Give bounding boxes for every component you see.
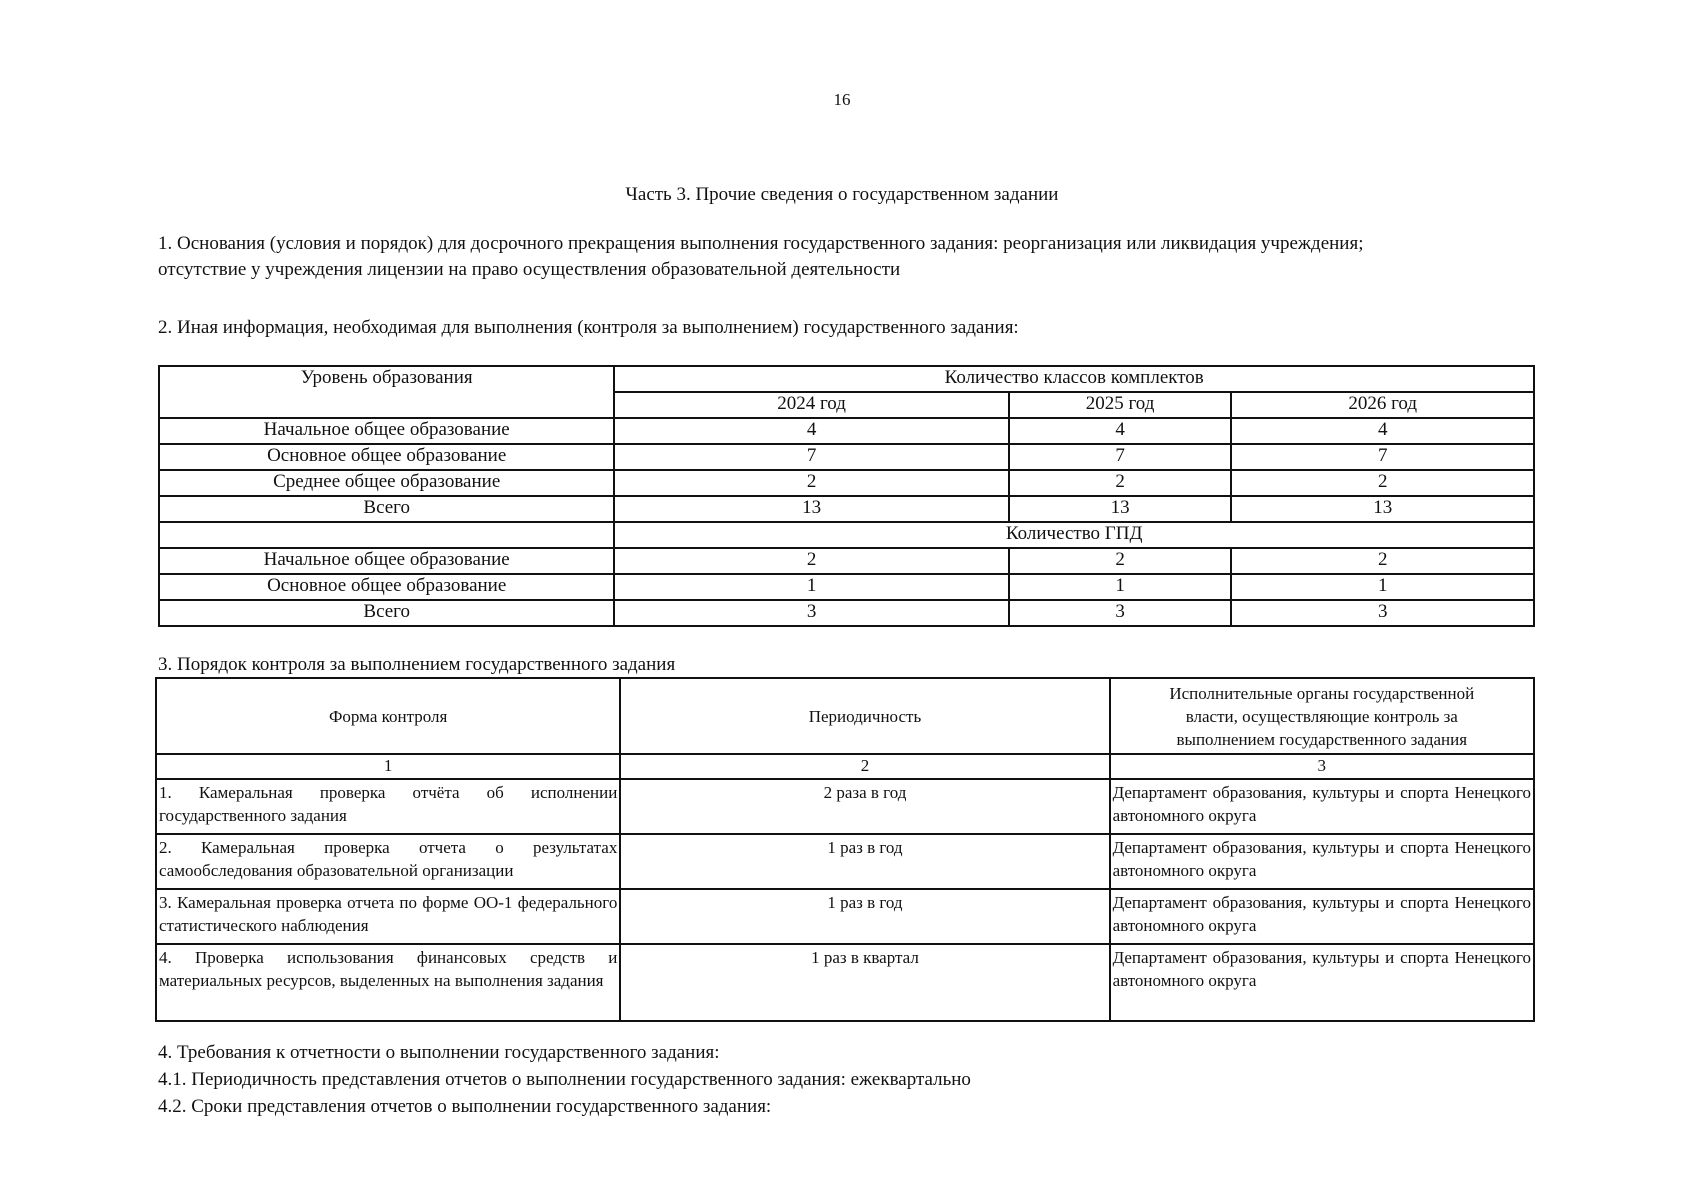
- part-title: Часть 3. Прочие сведения о государственном задании: [625, 184, 1059, 205]
- period-cell: 1 раз в год: [620, 889, 1109, 944]
- value-cell: 13: [614, 496, 1008, 522]
- level-column-header: Уровень образования: [159, 366, 614, 418]
- value-cell: 1: [1009, 574, 1232, 600]
- value-cell: 2: [614, 470, 1008, 496]
- authority-column-header: [1110, 678, 1534, 754]
- classes-group-header: Количество классов комплектов: [614, 366, 1534, 392]
- level-cell: Всего: [159, 496, 614, 522]
- section4-item1: 4.1. Периодичность представления отчетов о выполнении государственного задания: ежеквартально: [158, 1069, 971, 1090]
- table-row: [159, 574, 1534, 600]
- section1-line1: 1. Основания (условия и порядок) для досрочного прекращения выполнения государственного задания: реорганизация или ликвидация учреждения;: [158, 233, 1364, 254]
- value-cell: 7: [614, 444, 1008, 470]
- authority-cell: Департамент образования, культуры и спорта Ненецкого автономного округа: [1110, 889, 1534, 944]
- column-number: 2: [620, 754, 1109, 779]
- form-cell: 2. Камеральная проверка отчета о результатах самообследования образовательной организации: [156, 834, 620, 889]
- form-column-header: Форма контроля: [156, 678, 620, 754]
- authority-header-line: выполнением государственного задания: [1176, 729, 1468, 749]
- section1-line2: отсутствие у учреждения лицензии на право осуществления образовательной деятельности: [158, 259, 901, 280]
- table-row: [156, 834, 1534, 889]
- table-row: [159, 418, 1534, 444]
- value-cell: 3: [614, 600, 1008, 626]
- period-cell: 2 раза в год: [620, 779, 1109, 834]
- value-cell: 13: [1231, 496, 1534, 522]
- form-cell: 4. Проверка использования финансовых средств и материальных ресурсов, выделенных на выполнения задания: [156, 944, 620, 1021]
- column-number: 3: [1110, 754, 1534, 779]
- level-cell: Всего: [159, 600, 614, 626]
- page-number: 16: [833, 90, 851, 109]
- level-cell: Начальное общее образование: [159, 548, 614, 574]
- column-number: 1: [156, 754, 620, 779]
- year-header: 2026 год: [1231, 392, 1534, 418]
- empty-cell: [159, 522, 614, 548]
- table-row: [159, 496, 1534, 522]
- level-cell: Основное общее образование: [159, 574, 614, 600]
- table-row: [159, 444, 1534, 470]
- level-cell: Среднее общее образование: [159, 470, 614, 496]
- value-cell: 2: [1231, 470, 1534, 496]
- gpd-group-header: Количество ГПД: [614, 522, 1534, 548]
- authority-cell: Департамент образования, культуры и спорта Ненецкого автономного округа: [1110, 779, 1534, 834]
- value-cell: 3: [1231, 600, 1534, 626]
- value-cell: 4: [1231, 418, 1534, 444]
- value-cell: 1: [1231, 574, 1534, 600]
- level-cell: Основное общее образование: [159, 444, 614, 470]
- value-cell: 4: [614, 418, 1008, 444]
- year-header: 2025 год: [1009, 392, 1232, 418]
- period-column-header: Периодичность: [620, 678, 1109, 754]
- authority-cell: Департамент образования, культуры и спорта Ненецкого автономного округа: [1110, 834, 1534, 889]
- period-cell: 1 раз в год: [620, 834, 1109, 889]
- value-cell: 2: [1009, 470, 1232, 496]
- section1-paragraph: [158, 231, 1364, 283]
- value-cell: 2: [614, 548, 1008, 574]
- section2-heading: 2. Иная информация, необходимая для выполнения (контроля за выполнением) государственного задания:: [158, 317, 1019, 338]
- year-header: 2024 год: [614, 392, 1008, 418]
- authority-header-line: власти, осуществляющие контроль за: [1185, 706, 1458, 726]
- value-cell: 1: [614, 574, 1008, 600]
- value-cell: 2: [1009, 548, 1232, 574]
- value-cell: 3: [1009, 600, 1232, 626]
- table-row: [159, 548, 1534, 574]
- table-row: [159, 600, 1534, 626]
- class-count-table: [158, 365, 1535, 627]
- authority-header-line: Исполнительные органы государственной: [1169, 683, 1475, 703]
- level-cell: Начальное общее образование: [159, 418, 614, 444]
- form-cell: 1. Камеральная проверка отчёта об исполнении государственного задания: [156, 779, 620, 834]
- table-row: [156, 889, 1534, 944]
- section3-heading: 3. Порядок контроля за выполнением государственного задания: [158, 654, 676, 675]
- table-row: [156, 944, 1534, 1021]
- section4-heading: 4. Требования к отчетности о выполнении государственного задания:: [158, 1042, 720, 1063]
- value-cell: 2: [1231, 548, 1534, 574]
- section4-item2: 4.2. Сроки представления отчетов о выполнении государственного задания:: [158, 1096, 772, 1117]
- value-cell: 13: [1009, 496, 1232, 522]
- authority-cell: Департамент образования, культуры и спорта Ненецкого автономного округа: [1110, 944, 1534, 1021]
- value-cell: 7: [1009, 444, 1232, 470]
- value-cell: 7: [1231, 444, 1534, 470]
- control-table: [155, 677, 1535, 1022]
- form-cell: 3. Камеральная проверка отчета по форме ОО-1 федерального статистического наблюдения: [156, 889, 620, 944]
- period-cell: 1 раз в квартал: [620, 944, 1109, 1021]
- value-cell: 4: [1009, 418, 1232, 444]
- table-row: [156, 779, 1534, 834]
- table-row: [159, 470, 1534, 496]
